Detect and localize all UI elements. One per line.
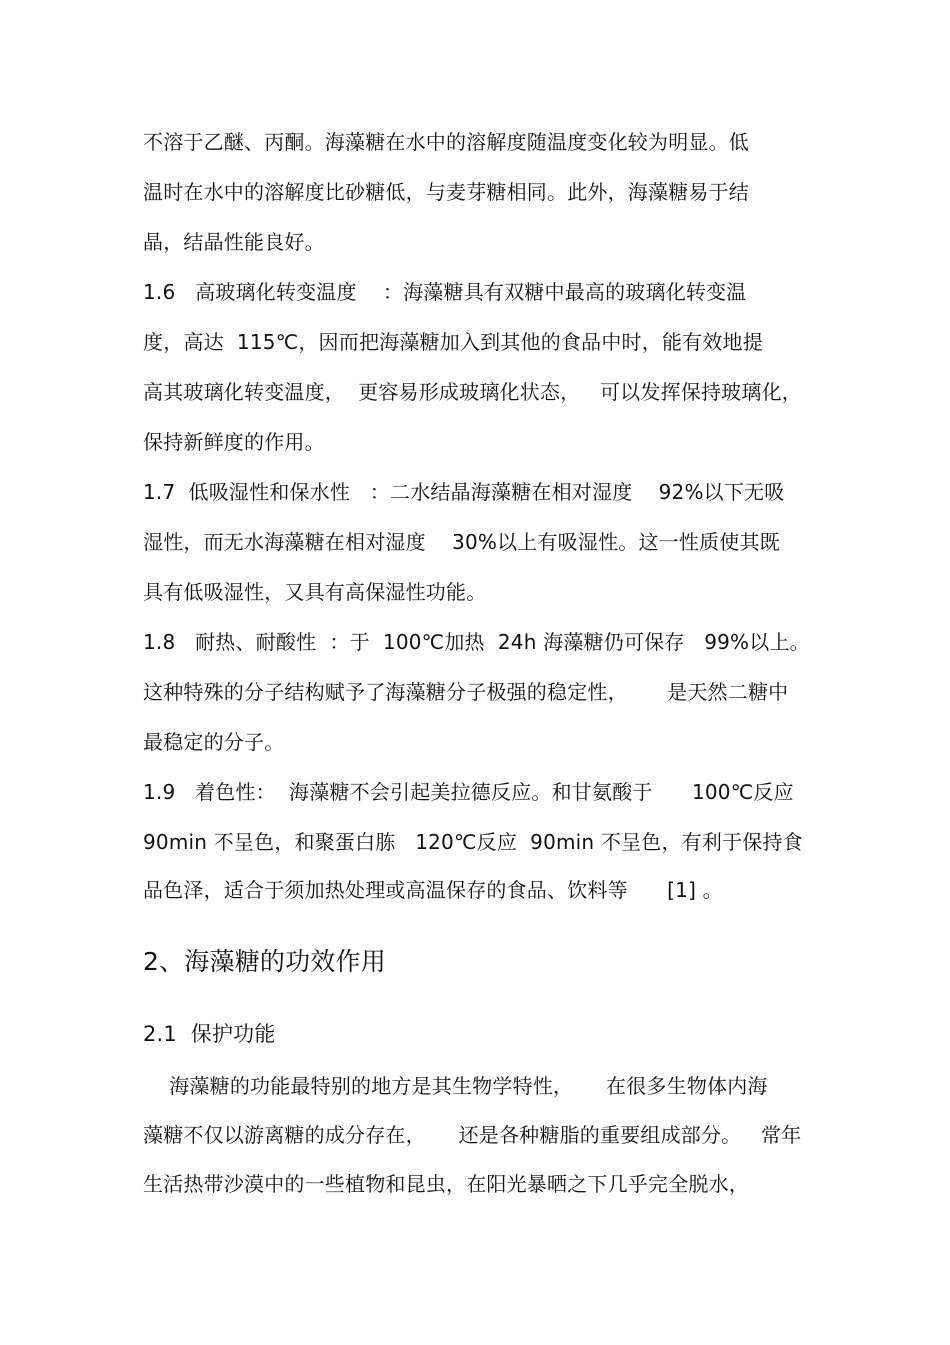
paragraph-line: 温时在水中的溶解度比砂糖低，与麦芽糖相同。此外，海藻糖易于结	[143, 180, 749, 204]
paragraph-line: 湿性，而无水海藻糖在相对湿度 30%以上有吸湿性。这一性质使其既	[143, 530, 780, 554]
paragraph-line: 最稳定的分子。	[143, 730, 285, 754]
paragraph-line: 具有低吸湿性，又具有高保湿性功能。	[143, 580, 487, 604]
paragraph-line: 晶，结晶性能良好。	[143, 230, 325, 254]
section-2-heading: 2、海藻糖的功效作用	[143, 947, 386, 976]
section-1-8-line: 1.8 耐热、耐酸性 ：于 100℃加热 24h 海藻糖仍可保存 99%以上。	[143, 630, 810, 654]
subsection-2-1-heading: 2.1 保护功能	[143, 1022, 276, 1046]
paragraph-line: 90min 不呈色，和聚蛋白胨 120℃反应 90min 不呈色，有利于保持食	[143, 830, 803, 854]
section-1-9-line: 1.9 着色性： 海藻糖不会引起美拉德反应。和甘氨酸于 100℃反应	[143, 780, 794, 804]
section-1-6-line: 1.6 高玻璃化转变温度 ：海藻糖具有双糖中最高的玻璃化转变温	[143, 280, 747, 304]
paragraph-line: 高其玻璃化转变温度， 更容易形成玻璃化状态， 可以发挥保持玻璃化，	[143, 380, 802, 404]
paragraph-line: 不溶于乙醚、丙酮。海藻糖在水中的溶解度随温度变化较为明显。低	[143, 130, 749, 154]
paragraph-line: 藻糖不仅以游离糖的成分存在， 还是各种糖脂的重要组成部分。 常年	[143, 1123, 802, 1147]
paragraph-line: 海藻糖的功能最特别的地方是其生物学特性， 在很多生物体内海	[143, 1074, 768, 1098]
paragraph-line: 这种特殊的分子结构赋予了海藻糖分子极强的稳定性， 是天然二糖中	[143, 680, 789, 704]
paragraph-line: 度，高达 115℃，因而把海藻糖加入到其他的食品中时，能有效地提	[143, 330, 763, 354]
paragraph-line: 品色泽，适合于须加热处理或高温保存的食品、饮料等 [1] 。	[143, 878, 723, 902]
section-1-7-line: 1.7 低吸湿性和保水性 ：二水结晶海藻糖在相对湿度 92%以下无吸	[143, 480, 785, 504]
paragraph-line: 保持新鲜度的作用。	[143, 430, 325, 454]
paragraph-line: 生活热带沙漠中的一些植物和昆虫，在阳光暴晒之下几乎完全脱水，	[143, 1172, 749, 1196]
